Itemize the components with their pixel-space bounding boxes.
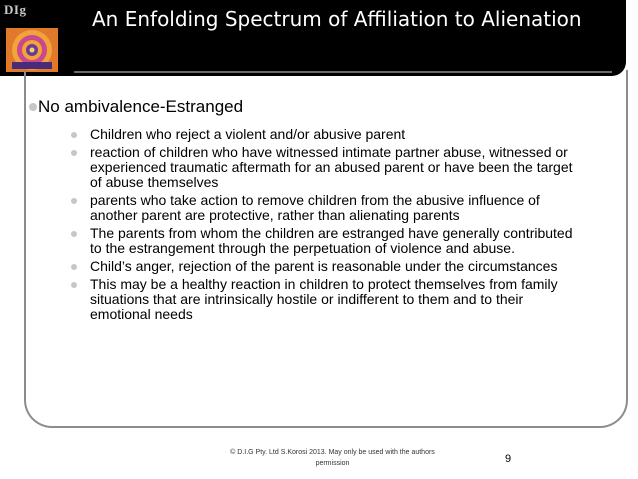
slide-title: An Enfolding Spectrum of Affiliation to Alienation <box>92 7 582 31</box>
bullet-dot-icon <box>71 264 77 270</box>
page-number: 9 <box>504 453 512 465</box>
company-logo <box>0 0 62 74</box>
bullet-dot-icon <box>71 132 77 138</box>
bullet-dot-icon <box>71 150 77 156</box>
spiral-logo-icon <box>6 28 58 72</box>
sub-bullet-item <box>90 226 580 256</box>
sub-bullet-list <box>90 127 580 325</box>
sub-bullet-text: parents who take action to remove children from the abusive influence of another parent are protective, rather than alienating parents <box>90 192 540 223</box>
sub-bullet-item <box>90 259 580 274</box>
sub-bullet-item <box>90 127 580 142</box>
sub-bullet-text: Children who reject a violent and/or abusive parent <box>90 126 406 142</box>
sub-bullet-text: reaction of children who have witnessed intimate partner abuse, witnessed or experienced traumatic aftermath for an abused parent or have been the target of abuse themselves <box>90 144 573 190</box>
bullet-dot-icon <box>71 282 77 288</box>
main-bullet-text: No ambivalence-Estranged <box>38 97 244 116</box>
sub-bullet-item <box>90 145 580 190</box>
sub-bullet-text: Child’s anger, rejection of the parent is reasonable under the circumstances <box>90 258 558 274</box>
sub-bullet-text: The parents from whom the children are estranged have generally contributed to the estrangement through the perpetuation of violence and abuse. <box>90 225 573 256</box>
sub-bullet-text: This may be a healthy reaction in children to protect themselves from family situations that are intrinsically hostile or indifferent to them and to their emotional needs <box>90 276 558 322</box>
logo-wordmark: DIg <box>4 2 27 17</box>
copyright-footer: © D.I.G Pty. Ltd S.Korosi 2013. May only be used with the authors permission <box>230 449 435 467</box>
bullet-dot-icon <box>71 198 77 204</box>
sub-bullet-item <box>90 193 580 223</box>
main-bullet-icon <box>29 103 37 111</box>
sub-bullet-item <box>90 277 580 322</box>
title-bar <box>0 0 626 76</box>
bullet-dot-icon <box>71 231 77 237</box>
